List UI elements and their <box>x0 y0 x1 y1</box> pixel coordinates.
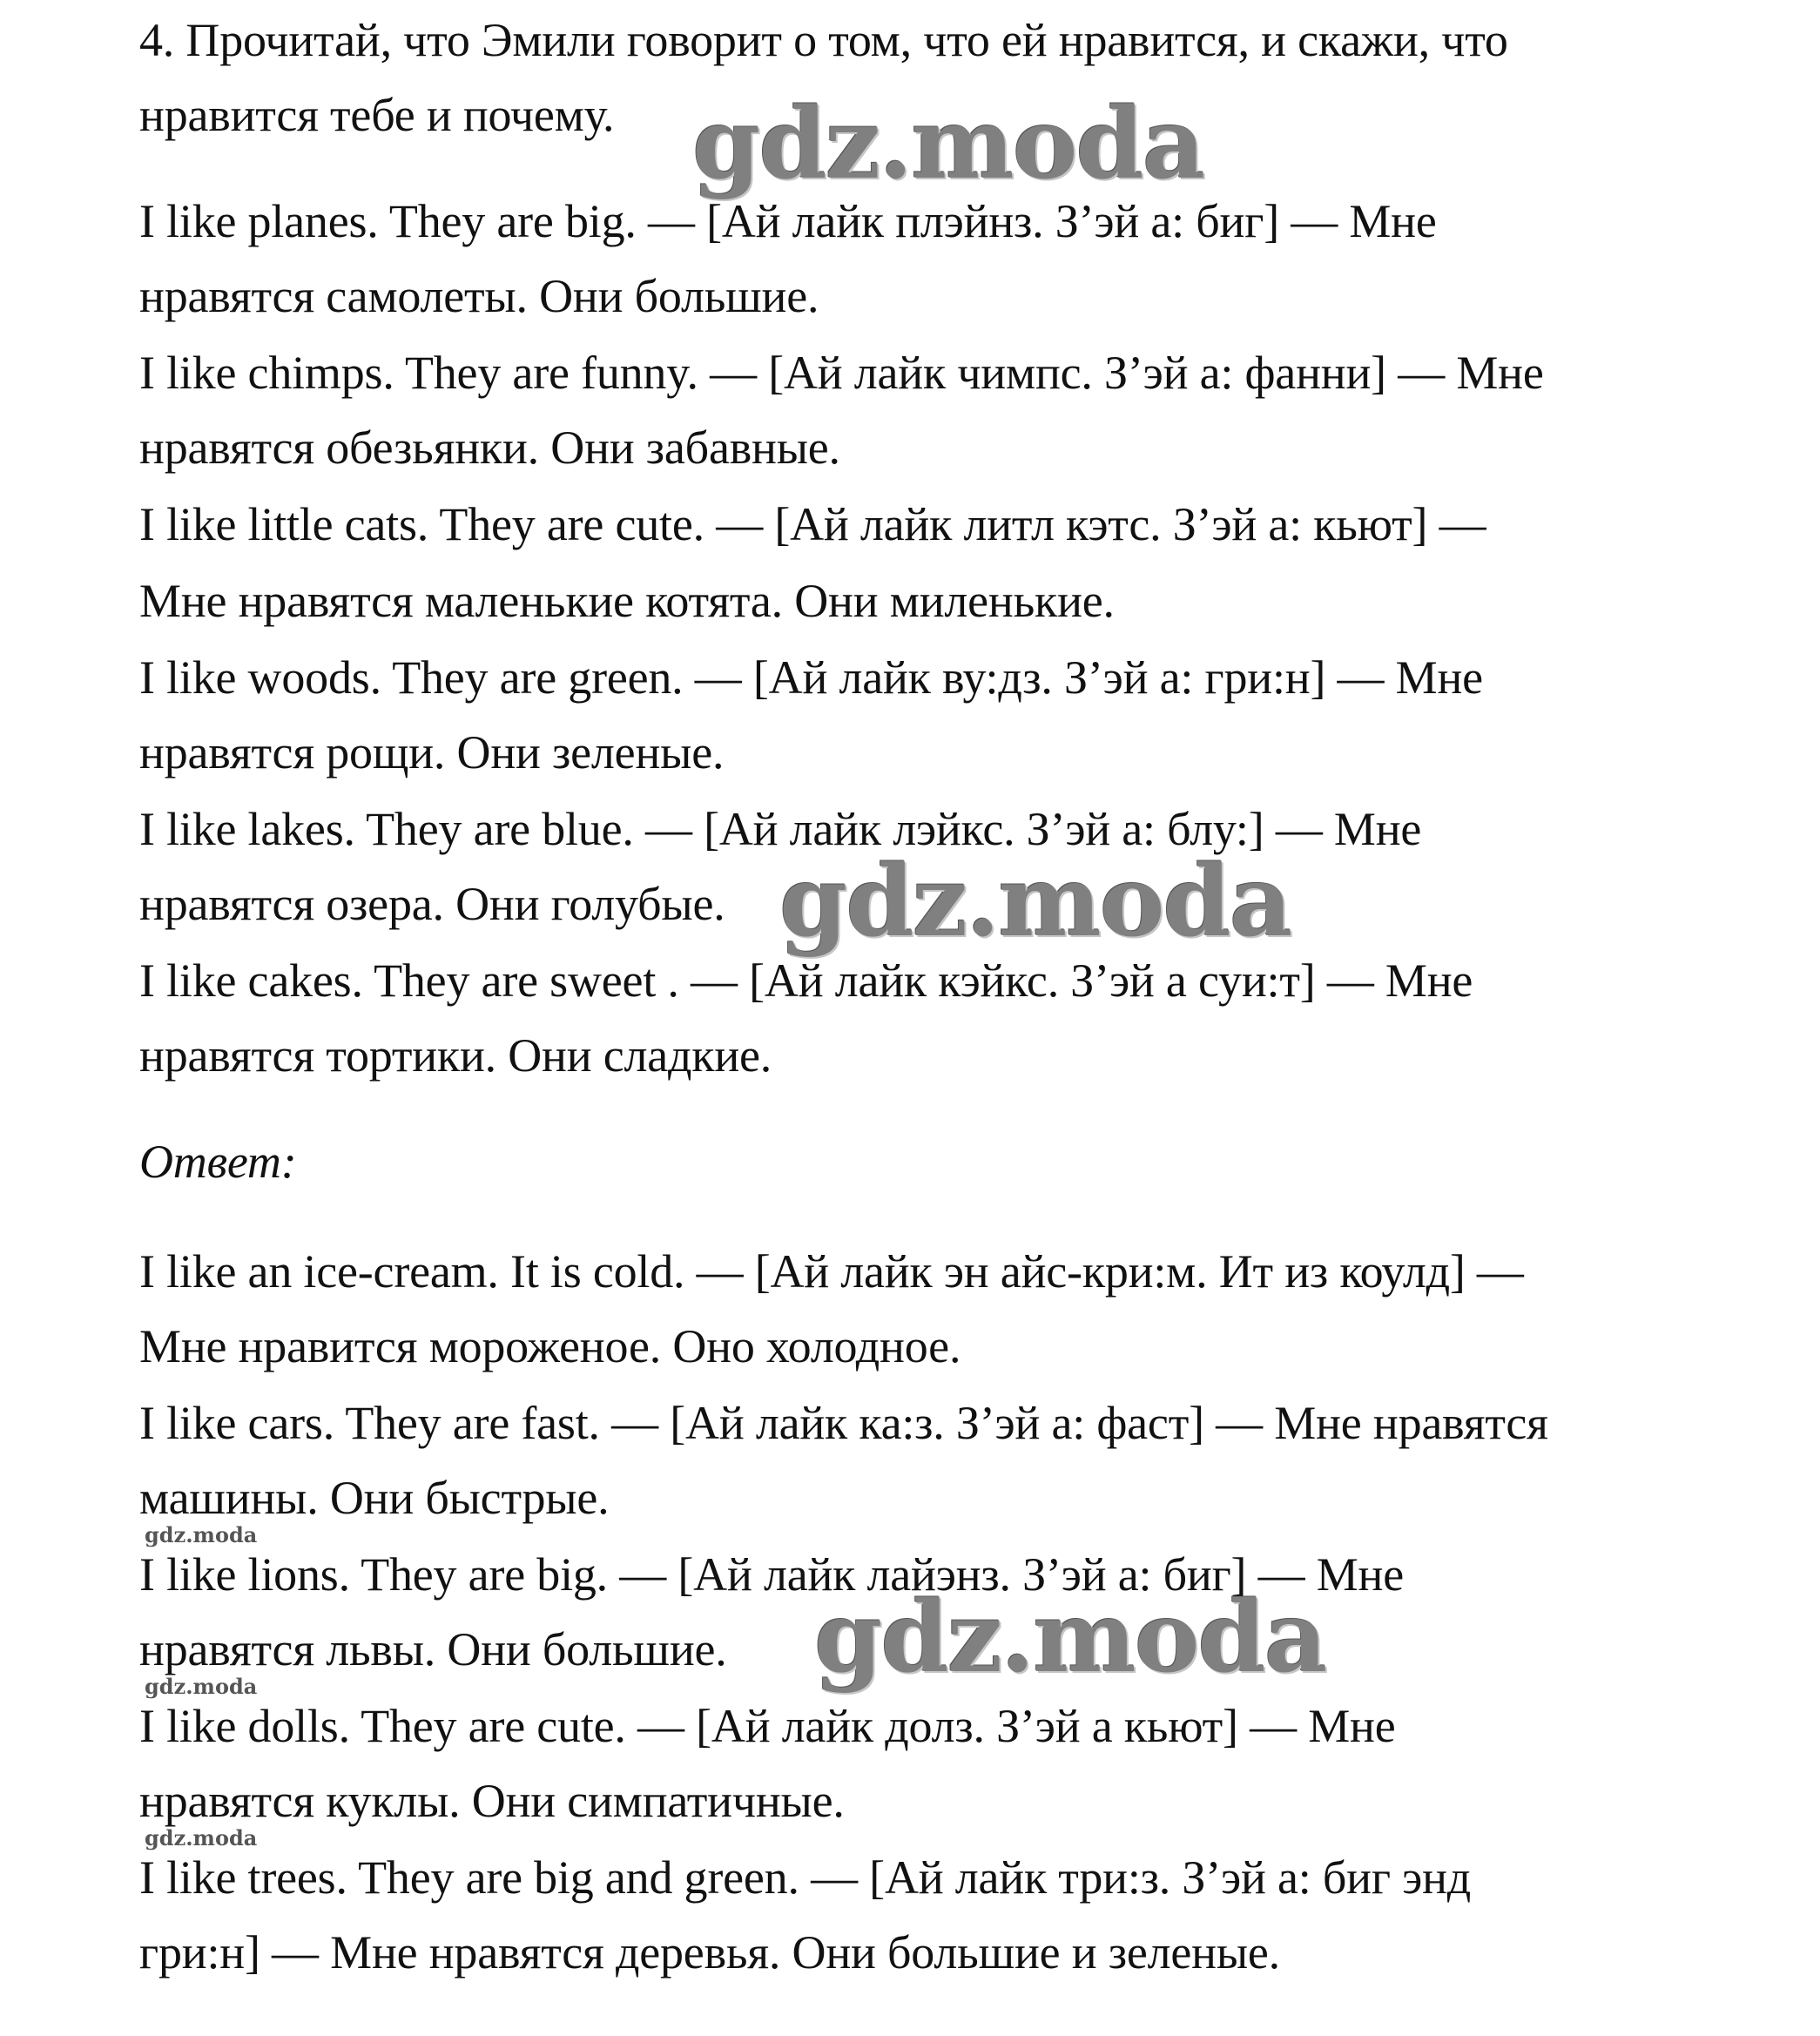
answer-5-line-2: гри:н] — Мне нравятся деревья. Они большие и зеленые. <box>139 1926 1280 1979</box>
example-5-line-1: I like lakes. They are blue. — [Ай лайк лэйкс. З’эй а: блу:] — Мне <box>139 803 1422 855</box>
example-1-line-2: нравятся самолеты. Они большие. <box>139 270 819 322</box>
answer-label: Ответ: <box>139 1136 297 1188</box>
example-2-line-1: I like chimps. They are funny. — [Ай лайк чимпс. З’эй а: фанни] — Мне <box>139 347 1544 399</box>
answer-4-line-2: нравятся куклы. Они симпатичные. <box>139 1775 845 1827</box>
answer-3-line-1: I like lions. They are big. — [Ай лайк лайэнз. З’эй а: биг] — Мне <box>139 1548 1404 1601</box>
answer-5-line-1: I like trees. They are big and green. — [Ай лайк три:з. З’эй а: биг энд <box>139 1851 1472 1904</box>
task-line-1: 4. Прочитай, что Эмили говорит о том, что ей нравится, и скажи, что <box>139 14 1508 66</box>
watermark-large-1: gdz.moda <box>692 87 1204 201</box>
answer-1-line-1: I like an ice-cream. It is cold. — [Ай лайк эн айс-кри:м. Ит из коулд] — <box>139 1245 1524 1298</box>
example-3-line-2: Мне нравятся маленькие котята. Они миленькие. <box>139 575 1115 627</box>
answer-1-line-2: Мне нравится мороженое. Оно холодное. <box>139 1320 961 1372</box>
watermark-small-1: gdz.moda <box>145 1522 258 1547</box>
example-6-line-2: нравятся тортики. Они сладкие. <box>139 1029 772 1082</box>
example-2-line-2: нравятся обезьянки. Они забавные. <box>139 421 840 474</box>
watermark-small-2: gdz.moda <box>145 1674 258 1699</box>
example-6-line-1: I like cakes. They are sweet . — [Ай лайк кэйкс. З’эй а суи:т] — Мне <box>139 954 1473 1007</box>
watermark-large-2: gdz.moda <box>779 845 1291 959</box>
watermark-large-3: gdz.moda <box>814 1581 1326 1695</box>
answer-3-line-2: нравятся львы. Они большие. <box>139 1623 727 1675</box>
task-line-2: нравится тебе и почему. <box>139 89 615 141</box>
answer-2-line-1: I like cars. They are fast. — [Ай лайк ка:з. З’эй а: фаст] — Мне нравятся <box>139 1397 1548 1449</box>
example-4-line-1: I like woods. They are green. — [Ай лайк ву:дз. З’эй а: гри:н] — Мне <box>139 651 1483 704</box>
example-4-line-2: нравятся рощи. Они зеленые. <box>139 726 725 779</box>
example-1-line-1: I like planes. They are big. — [Ай лайк плэйнз. З’эй а: биг] — Мне <box>139 195 1437 247</box>
answer-2-line-2: машины. Они быстрые. <box>139 1472 610 1524</box>
answer-4-line-1: I like dolls. They are cute. — [Ай лайк долз. З’эй а кьют] — Мне <box>139 1700 1396 1752</box>
example-3-line-1: I like little cats. They are cute. — [Ай лайк литл кэтс. З’эй а: кьют] — <box>139 498 1486 550</box>
example-5-line-2: нравятся озера. Они голубые. <box>139 878 725 930</box>
watermark-small-3: gdz.moda <box>145 1825 258 1851</box>
